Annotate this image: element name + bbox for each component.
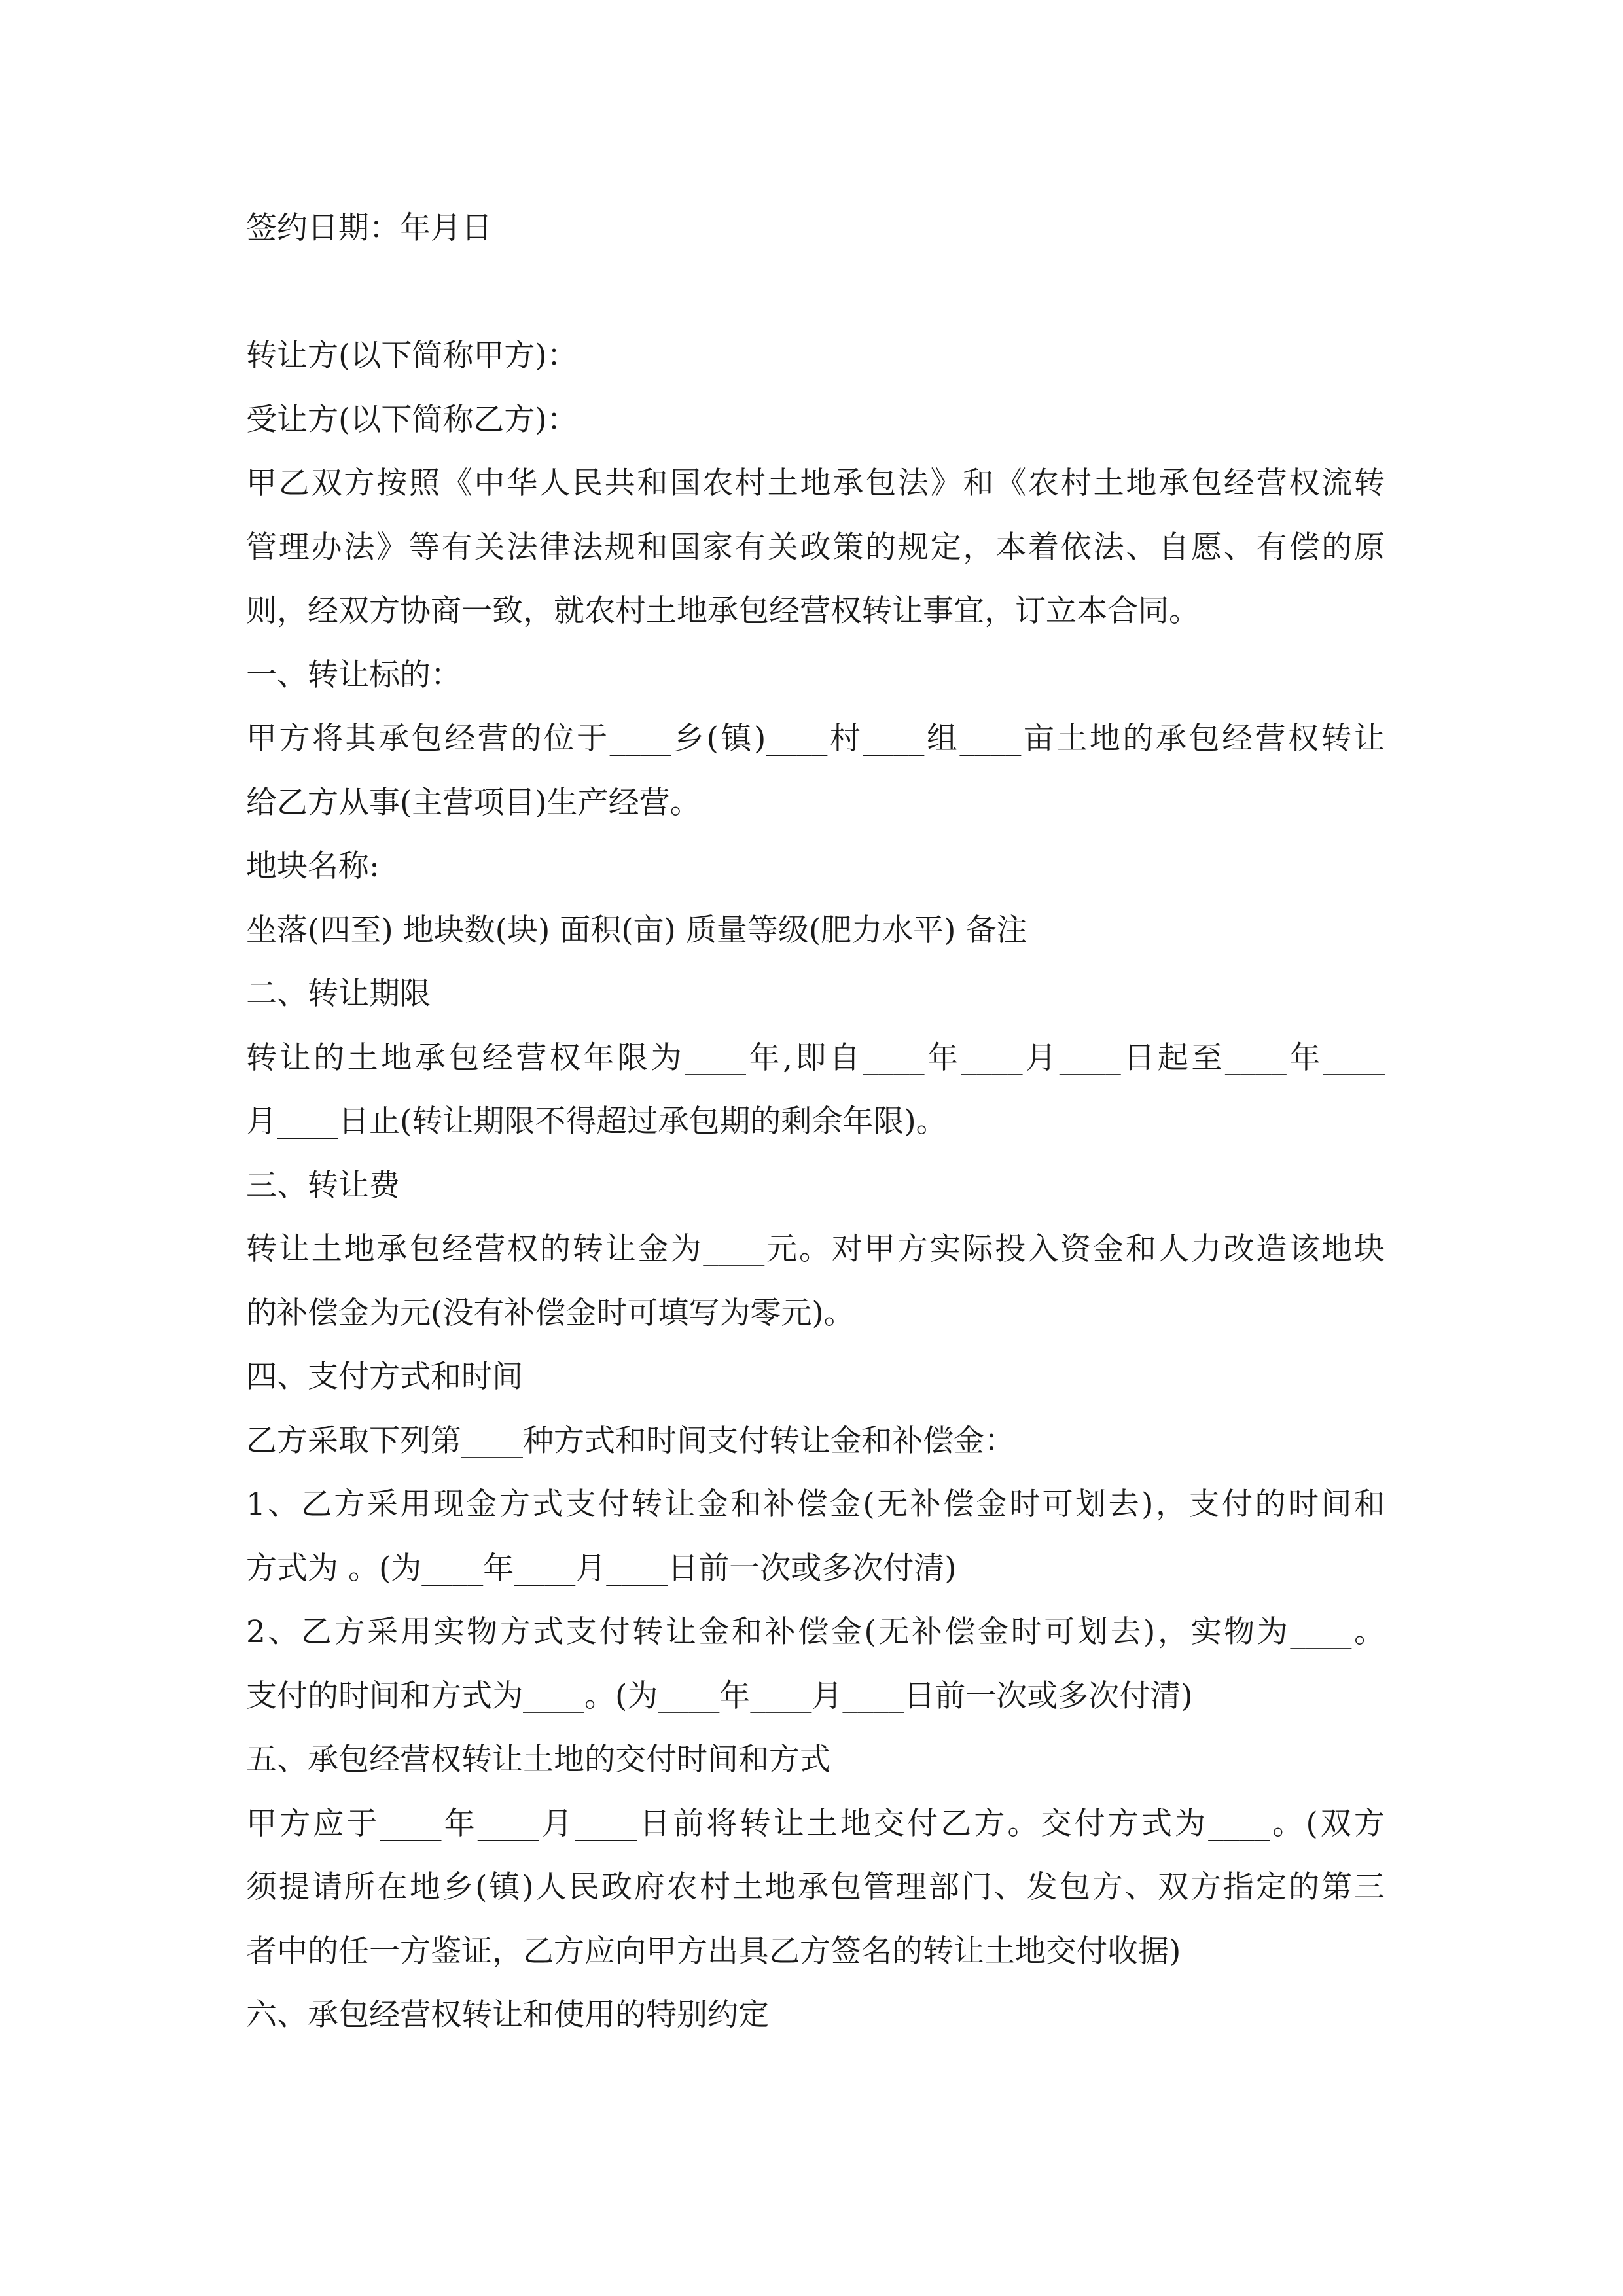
section-1-heading: 一、转让标的： [246,656,461,693]
section-4-line-4: 2、乙方采用实物方式支付转让金和补偿金(无补偿金时可划去)，实物为____。 [246,1614,1385,1650]
preamble-line-1: 甲乙双方按照《中华人民共和国农村土地承包法》和《农村土地承包经营权流转 [246,465,1385,501]
section-4-line-2: 1、乙方采用现金方式支付转让金和补偿金(无补偿金时可划去)，支付的时间和 [246,1486,1385,1522]
document-body [246,196,1385,2047]
section-4-line-3: 方式为 。(为____年____月____日前一次或多次付清) [246,1550,957,1587]
section-6-heading: 六、承包经营权转让和使用的特别约定 [246,1997,769,2033]
transferee-line: 受让方(以下简称乙方)： [246,401,578,438]
section-5-heading: 五、承包经营权转让土地的交付时间和方式 [246,1742,830,1778]
section-5-line-3: 者中的任一方鉴证，乙方应向甲方出具乙方签名的转让土地交付收据) [246,1933,1181,1969]
section-5-line-2: 须提请所在地乡(镇)人民政府农村土地承包管理部门、发包方、双方指定的第三 [246,1869,1385,1905]
section-1-line-2: 给乙方从事(主营项目)生产经营。 [246,784,701,821]
section-2-heading: 二、转让期限 [246,976,431,1012]
sign-date-line: 签约日期：年月日 [246,210,492,246]
blank-spacer [246,260,1385,325]
section-2-line-2: 月____日止(转让期限不得超过承包期的剩余年限)。 [246,1103,947,1139]
section-5-line-1: 甲方应于____年____月____日前将转让土地交付乙方。交付方式为____。(双方 [246,1805,1385,1842]
section-1-line-1: 甲方将其承包经营的位于____乡(镇)____村____组____亩土地的承包经营权转让 [246,721,1385,757]
transferor-line: 转让方(以下简称甲方)： [246,338,578,374]
section-3-heading: 三、转让费 [246,1167,400,1204]
section-2-line-1: 转让的土地承包经营权年限为____年,即自____年____月____日起至____年____ [246,1039,1385,1076]
section-4-line-5: 支付的时间和方式为____。(为____年____月____日前一次或多次付清) [246,1677,1193,1714]
section-4-heading: 四、支付方式和时间 [246,1359,523,1395]
section-3-line-1: 转让土地承包经营权的转让金为____元。对甲方实际投入资金和人力改造该地块 [246,1231,1385,1267]
preamble-line-2: 管理办法》等有关法律法规和国家有关政策的规定，本着依法、自愿、有偿的原 [246,529,1385,565]
section-4-line-1: 乙方采取下列第____种方式和时间支付转让金和补偿金： [246,1422,1015,1459]
preamble-line-3: 则，经双方协商一致，就农村土地承包经营权转让事宜，订立本合同。 [246,593,1200,629]
section-3-line-2: 的补偿金为元(没有补偿金时可填写为零元)。 [246,1295,855,1331]
plot-name-line: 地块名称: [246,848,380,884]
plot-columns-line: 坐落(四至) 地块数(块) 面积(亩) 质量等级(肥力水平) 备注 [246,912,1027,948]
